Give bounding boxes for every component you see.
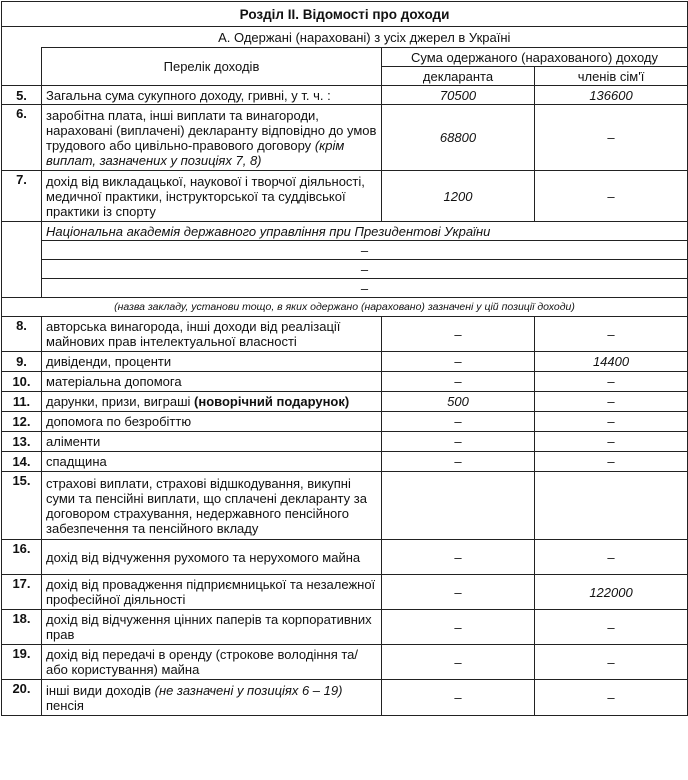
income-sum-header: Сума одержаного (нарахованого) доходу: [382, 48, 688, 67]
family-value: 14400: [535, 352, 688, 372]
table-row: 17. дохід від провадження підприємницької та незалежної професійної діяльності – 122000: [2, 575, 688, 610]
institution-note: (назва закладу, установи тощо, в яких одержано (нараховано) зазначені у цій позиції доходи): [2, 298, 688, 317]
row-text: Загальна сума сукупного доходу, гривні, у т. ч. :: [42, 86, 382, 105]
institution-dash: –: [42, 279, 688, 298]
family-value: –: [535, 171, 688, 222]
family-value: –: [535, 105, 688, 171]
table-row: 6. заробітна плата, інші виплати та винагороди, нараховані (виплачені) декларанту відповідно до умов трудового або цивільно-правового договору (крім виплат, зазначених у позиціях 7, 8) 68800 –: [2, 105, 688, 171]
declarant-value: 1200: [382, 171, 535, 222]
declarant-value: –: [382, 452, 535, 472]
declarant-value: 500: [382, 392, 535, 412]
declarant-value: –: [382, 575, 535, 610]
table-row: 20. інші види доходів (не зазначені у позиціях 6 – 19) пенсія – –: [2, 680, 688, 716]
family-value: [535, 472, 688, 540]
section-title: Розділ ІІ. Відомості про доходи: [2, 2, 688, 27]
row-text: дохід від викладацької, наукової і творчої діяльності, медичної практики, інструкторської та суддівської практики із спорту: [42, 171, 382, 222]
row-text: аліменти: [42, 432, 382, 452]
row-text: дохід від відчуження цінних паперів та корпоративних прав: [42, 610, 382, 645]
family-value: –: [535, 452, 688, 472]
declarant-header: декларанта: [382, 67, 535, 86]
declarant-value: –: [382, 372, 535, 392]
row-text: дохід від провадження підприємницької та незалежної професійної діяльності: [42, 575, 382, 610]
family-value: –: [535, 317, 688, 352]
declarant-value: [382, 472, 535, 540]
institution-dash: –: [42, 241, 688, 260]
family-value: 122000: [535, 575, 688, 610]
row-text: інші види доходів (не зазначені у позиціях 6 – 19) пенсія: [42, 680, 382, 716]
table-row: 18. дохід від відчуження цінних паперів та корпоративних прав – –: [2, 610, 688, 645]
row-text: дохід від відчуження рухомого та нерухомого майна: [42, 540, 382, 575]
family-value: –: [535, 540, 688, 575]
row-text: заробітна плата, інші виплати та винагороди, нараховані (виплачені) декларанту відповідно до умов трудового або цивільно-правового договору (крім виплат, зазначених у позиціях 7, 8): [42, 105, 382, 171]
declarant-value: –: [382, 680, 535, 716]
institution-name: Національна академія державного управління при Президентові України: [42, 222, 688, 241]
row-text: страхові виплати, страхові відшкодування, викупні суми та пенсійні виплати, що сплачені декларанту за договором страхування, недержавного пенсійного забезпечення та пенсійного вкладу: [42, 472, 382, 540]
declarant-value: –: [382, 645, 535, 680]
family-value: –: [535, 645, 688, 680]
table-row: 8. авторська винагорода, інші доходи від реалізації майнових прав інтелектуальної власності – –: [2, 317, 688, 352]
family-value: –: [535, 432, 688, 452]
family-value: –: [535, 610, 688, 645]
declarant-value: –: [382, 352, 535, 372]
row-text: дохід від передачі в оренду (строкове володіння та/або користування) майна: [42, 645, 382, 680]
table-row: 12. допомога по безробіттю – –: [2, 412, 688, 432]
table-row: 14. спадщина – –: [2, 452, 688, 472]
declarant-value: –: [382, 540, 535, 575]
table-row: 9. дивіденди, проценти – 14400: [2, 352, 688, 372]
row-text: спадщина: [42, 452, 382, 472]
family-value: –: [535, 392, 688, 412]
family-value: –: [535, 680, 688, 716]
section-a-heading: А. Одержані (нараховані) з усіх джерел в Україні: [42, 27, 688, 48]
declarant-value: –: [382, 412, 535, 432]
table-row: 5. Загальна сума сукупного доходу, гривні, у т. ч. : 70500 136600: [2, 86, 688, 105]
family-header: членів сім'ї: [535, 67, 688, 86]
table-row: 19. дохід від передачі в оренду (строкове володіння та/або користування) майна – –: [2, 645, 688, 680]
row-text: матеріальна допомога: [42, 372, 382, 392]
declarant-value: –: [382, 317, 535, 352]
table-row: 11. дарунки, призи, виграші (новорічний подарунок) 500 –: [2, 392, 688, 412]
table-row: 13. аліменти – –: [2, 432, 688, 452]
declarant-value: –: [382, 610, 535, 645]
family-value: –: [535, 372, 688, 392]
family-value: –: [535, 412, 688, 432]
row-text: дарунки, призи, виграші (новорічний подарунок): [42, 392, 382, 412]
declarant-value: –: [382, 432, 535, 452]
declarant-value: 68800: [382, 105, 535, 171]
table-row: 10. матеріальна допомога – –: [2, 372, 688, 392]
table-row: 15. страхові виплати, страхові відшкодування, викупні суми та пенсійні виплати, що сплачені декларанту за договором страхування, недержавного пенсійного забезпечення та пенсійного вкладу: [2, 472, 688, 540]
institution-dash: –: [42, 260, 688, 279]
row-text: допомога по безробіттю: [42, 412, 382, 432]
declarant-value: 70500: [382, 86, 535, 105]
row-text: авторська винагорода, інші доходи від реалізації майнових прав інтелектуальної власності: [42, 317, 382, 352]
family-value: 136600: [535, 86, 688, 105]
income-table: [1, 1, 688, 716]
table-row: 16. дохід від відчуження рухомого та нерухомого майна – –: [2, 540, 688, 575]
income-list-header: Перелік доходів: [42, 48, 382, 86]
table-row: 7. дохід від викладацької, наукової і творчої діяльності, медичної практики, інструкторської та суддівської практики із спорту 1200 –: [2, 171, 688, 222]
row-text: дивіденди, проценти: [42, 352, 382, 372]
